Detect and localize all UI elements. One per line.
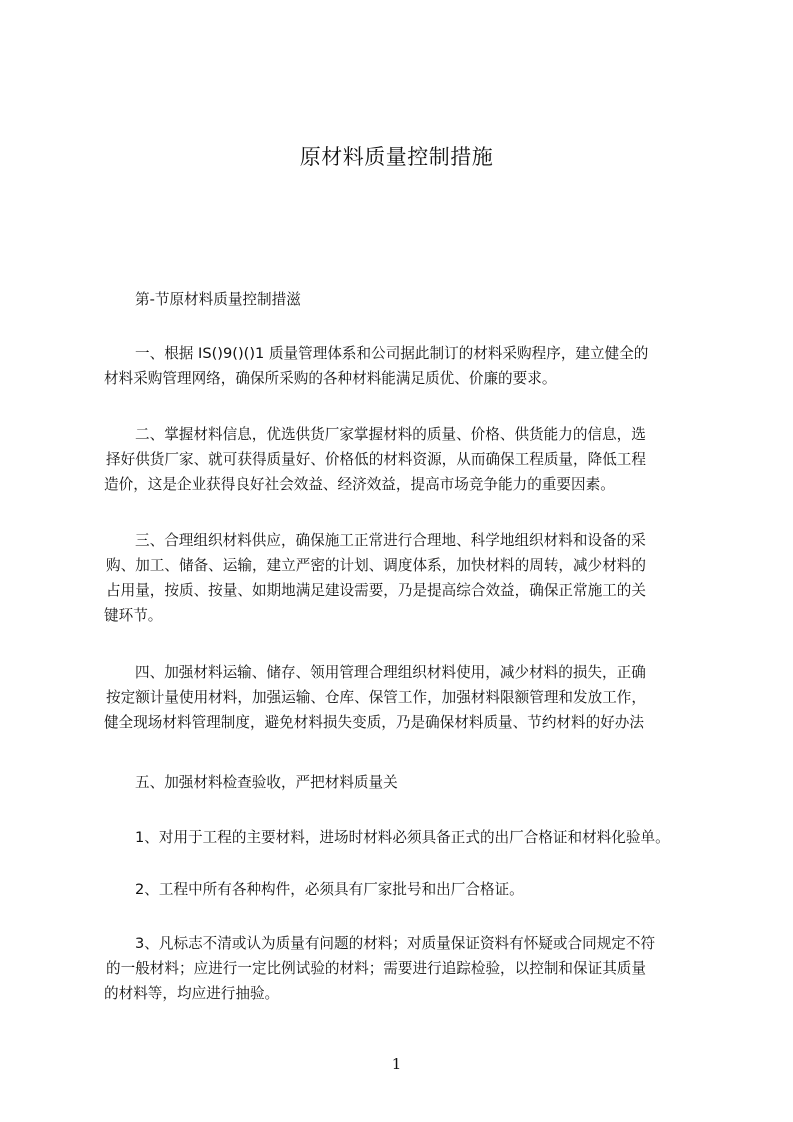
paragraph-line: 五、加强材料检查验收，严把材料质量关	[135, 774, 398, 791]
paragraph-line: 三、合理组织材料供应，确保施工正常进行合理地、科学地组织材料和设备的采	[135, 532, 646, 549]
paragraph-1	[104, 341, 716, 391]
paragraph-line: 的一般材料；应进行一定比例试验的材料；需要进行追踪检验，以控制和保证其质量	[106, 960, 646, 977]
paragraph-2	[104, 422, 716, 497]
paragraph-3	[104, 528, 716, 628]
paragraph-4	[104, 660, 716, 735]
paragraph-line: 按定额计量使用材料，加强运输、仓库、保管工作，加强材料限额管理和发放工作，	[106, 689, 646, 706]
paragraph-line: 择好供货厂家、就可获得质量好、价格低的材料资源，从而确保工程质量，降低工程	[106, 451, 646, 468]
list-item-3	[104, 931, 716, 1006]
paragraph-line: 四、加强材料运输、储存、领用管理合理组织材料使用，减少材料的损失，正确	[135, 664, 646, 681]
paragraph-line: 的材料等，均应进行抽验。	[104, 985, 280, 1002]
page-number: 1	[391, 1055, 402, 1073]
list-item-2	[104, 877, 716, 902]
section-heading	[104, 287, 716, 312]
paragraph-line: 一、根据 IS()9()()1 质量管理体系和公司据此制订的材料采购程序，建立健全的	[135, 345, 649, 362]
paragraph-line: 购、加工、储备、运输，建立严密的计划、调度体系，加快材料的周转，减少材料的	[106, 557, 646, 574]
paragraph-line: 二、掌握材料信息，优选供货厂家掌握材料的质量、价格、供货能力的信息，选	[135, 426, 646, 443]
paragraph-line: 1、对用于工程的主要材料，进场时材料必须具备正式的出厂合格证和材料化验单。	[135, 829, 670, 846]
paragraph-line: 键环节。	[104, 607, 163, 624]
paragraph-line: 3、凡标志不清或认为质量有问题的材料；对质量保证资料有怀疑或合同规定不符	[135, 935, 656, 952]
paragraph-line: 材料采购管理网络，确保所采购的各种材料能满足质优、价廉的要求。	[104, 370, 557, 387]
paragraph-line: 占用量，按质、按量、如期地满足建设需要，乃是提高综合效益，确保正常施工的关	[106, 582, 646, 599]
paragraph-line: 造价，这是企业获得良好社会效益、经济效益，提高市场竞争能力的重要因素。	[104, 476, 615, 493]
section-heading-text: 第-节原材料质量控制措滋	[135, 291, 301, 308]
paragraph-5	[104, 770, 716, 795]
paragraph-line: 健全现场材料管理制度，避免材料损失变质，乃是确保材料质量、节约材料的好办法	[104, 714, 644, 731]
list-item-1	[104, 825, 716, 850]
document-title: 原材料质量控制措施	[299, 145, 494, 169]
paragraph-line: 2、工程中所有各种构件，必须具有厂家批号和出厂合格证。	[135, 881, 524, 898]
